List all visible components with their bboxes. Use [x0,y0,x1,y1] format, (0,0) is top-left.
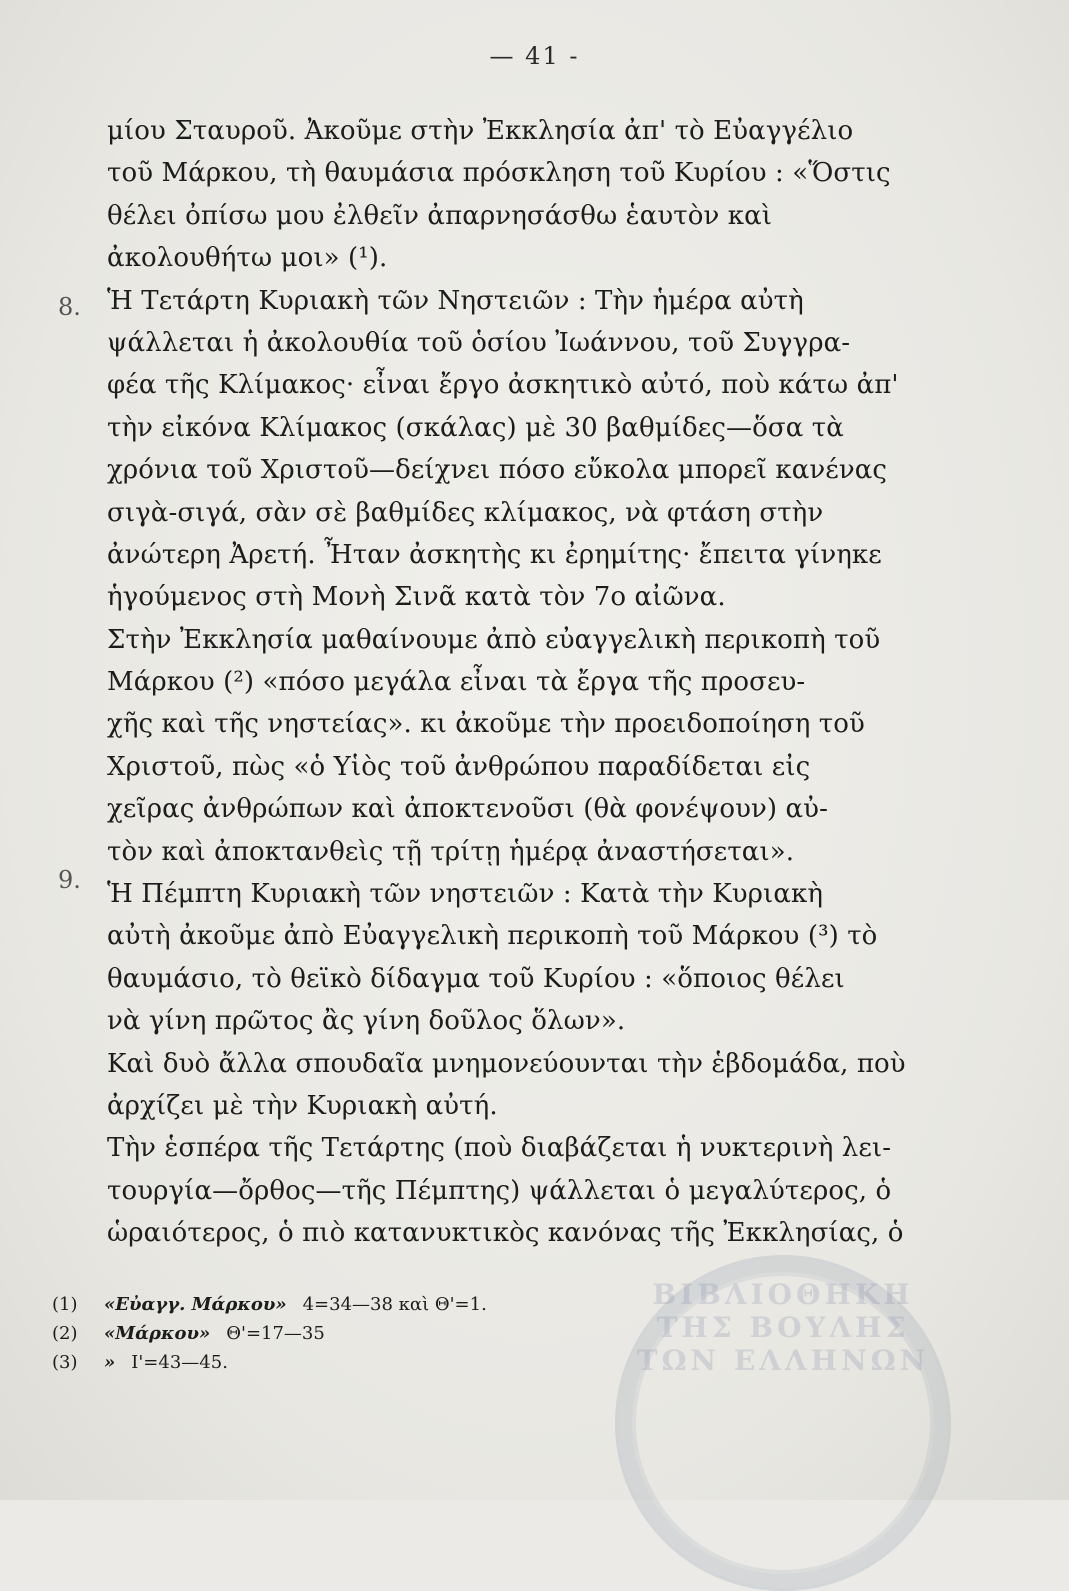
text-line: θαυμάσιο, τὸ θεϊκὸ δίδαγμα τοῦ Κυρίου : «ὅποιος θέλει [107,963,845,994]
text-line: τὸν καὶ ἀποκτανθεὶς τῇ τρίτῃ ἡμέρᾳ ἀναστήσεται». [107,836,795,867]
text-line: Στὴν Ἐκκλησία μαθαίνουμε ἀπὸ εὐαγγελικὴ περικοπὴ τοῦ [107,624,881,655]
footnote-source: «Εὐαγγ. Μάρκου» [104,1294,287,1315]
page-number: — 41 - [489,42,580,70]
text-line: Ἡ Τετάρτη Κυριακὴ τῶν Νηστειῶν : Τὴν ἡμέρα αὐτὴ [107,285,804,316]
item-number-8: 8. [58,293,81,321]
text-line: φέα τῆς Κλίμακος· εἶναι ἔργο ἀσκητικὸ αὐτό, ποὺ κάτω ἀπ' [107,370,899,401]
text-line: Μάρκου (²) «πόσο μεγάλα εἶναι τὰ ἔργα τῆς προσευ- [107,667,806,698]
footnote-ref: 4=34—38 καὶ Θ'=1. [302,1294,487,1315]
text-line: Καὶ δυὸ ἄλλα σπουδαῖα μνημονεύουνται τὴν ἑβδομάδα, ποὺ [107,1048,906,1079]
footnote-mark: (1) [52,1294,78,1315]
footnote-mark: (2) [52,1323,78,1344]
footnote [52,1319,752,1348]
text-line: θέλει ὀπίσω μου ἐλθεῖν ἀπαρνησάσθω ἑαυτὸν καὶ [107,200,773,231]
text-line: ἀνώτερη Ἀρετή. Ἦταν ἀσκητὴς κι ἐρημίτης· ἔπειτα γίνηκε [107,539,882,570]
footnote-ref: Θ'=17—35 [226,1323,325,1344]
text-line: Χριστοῦ, πὼς «ὁ Υἱὸς τοῦ ἀνθρώπου παραδίδεται εἰς [107,751,811,782]
footnote-source: «Μάρκου» [104,1323,211,1344]
item-number-9: 9. [58,866,81,894]
footnote-source: » [104,1352,116,1373]
text-line: χεῖρας ἀνθρώπων καὶ ἀποκτενοῦσι (θὰ φονέψουν) αὐ- [107,794,828,825]
footnote-ref: Ι'=43—45. [131,1352,228,1373]
stamp-text: ΒΙΒΛΙΟΘΗΚΗ ΤΗΣ ΒΟΥΛΗΣ ΤΩΝ ΕΛΛΗΝΩΝ [636,1278,930,1377]
footnote [52,1290,752,1319]
text-line: ἀρχίζει μὲ τὴν Κυριακὴ αὐτή. [107,1090,498,1121]
footnotes [52,1290,752,1377]
text-line: αὐτὴ ἀκοῦμε ἀπὸ Εὐαγγελικὴ περικοπὴ τοῦ Μάρκου (³) τὸ [107,921,878,952]
text-line: ὡραιότερος, ὁ πιὸ κατανυκτικὸς κανόνας τῆς Ἐκκλησίας, ὁ [107,1218,904,1249]
text-line: Τὴν ἑσπέρα τῆς Τετάρτης (ποὺ διαβάζεται ἡ νυκτερινὴ λει- [107,1133,892,1164]
text-line: ἡγούμενος στὴ Μονὴ Σινᾶ κατὰ τὸν 7ο αἰῶνα. [107,582,726,613]
text-line: τὴν εἰκόνα Κλίμακος (σκάλας) μὲ 30 βαθμίδες—ὅσα τὰ [107,412,844,443]
text-line: χῆς καὶ τῆς νηστείας». κι ἀκοῦμε τὴν προειδοποίηση τοῦ [107,709,865,740]
text-line: χρόνια τοῦ Χριστοῦ—δείχνει πόσο εὔκολα μπορεῖ κανένας [107,455,888,486]
text-line: ἀκολουθήτω μοι» (¹). [107,243,388,274]
footnote-mark: (3) [52,1352,78,1373]
body-text [107,110,907,1255]
text-line: ψάλλεται ἡ ἀκολουθία τοῦ ὁσίου Ἰωάννου, τοῦ Συγγρα- [107,327,851,358]
text-line: σιγὰ-σιγά, σὰν σὲ βαθμίδες κλίμακος, νὰ φτάση στὴν [107,497,824,528]
text-line: τουργία—ὄρθος—τῆς Πέμπτης) ψάλλεται ὁ μεγαλύτερος, ὁ [107,1175,892,1206]
text-line: μίου Σταυροῦ. Ἀκοῦμε στὴν Ἐκκλησία ἀπ' τὸ Εὐαγγέλιο [107,116,854,146]
text-line: τοῦ Μάρκου, τὴ θαυμάσια πρόσκληση τοῦ Κυρίου : «Ὅστις [107,158,891,189]
text-line: νὰ γίνη πρῶτος ἂς γίνη δοῦλος ὅλων». [107,1006,626,1037]
text-line: Ἡ Πέμπτη Κυριακὴ τῶν νηστειῶν : Κατὰ τὴν Κυριακὴ [107,879,824,910]
footnote [52,1348,752,1377]
